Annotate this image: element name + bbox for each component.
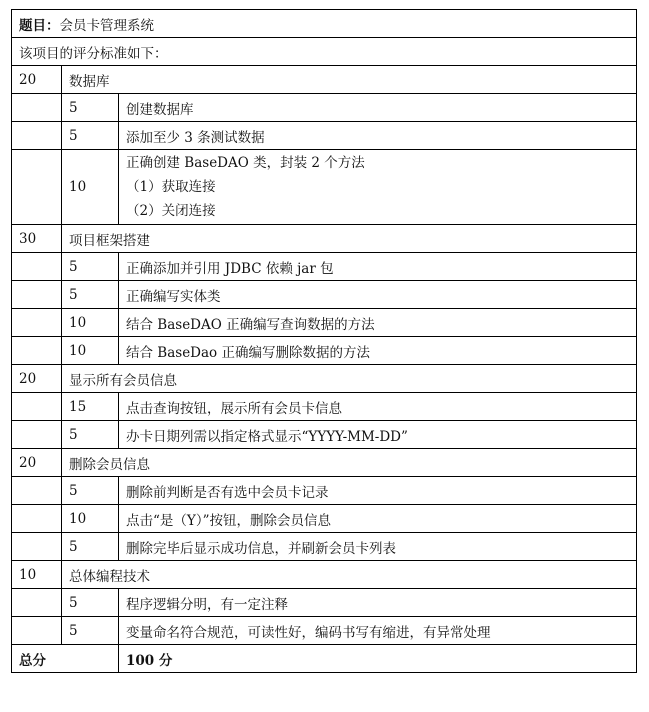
criterion-description [119, 617, 637, 645]
subtitle-row [12, 38, 637, 66]
criterion-line: 变量命名符合规范，可读性好，编码书写有缩进，有异常处理 [126, 624, 491, 641]
criterion-spacer [12, 253, 62, 281]
criterion-line: （1）获取连接 [126, 179, 216, 195]
criterion-spacer [12, 393, 62, 421]
criterion-line: 程序逻辑分明，有一定注释 [126, 596, 288, 613]
criterion-spacer [12, 309, 62, 337]
criterion-row [12, 150, 637, 225]
criterion-line: 添加至少 3 条测试数据 [126, 129, 265, 146]
criterion-description [119, 477, 637, 505]
section-score: 30 [12, 225, 62, 253]
criterion-description [119, 505, 637, 533]
section-row [12, 561, 637, 589]
criterion-line: 点击查询按钮，展示所有会员卡信息 [126, 400, 342, 417]
grading-table-footer [12, 645, 637, 673]
section-name: 总体编程技术 [62, 561, 637, 589]
total-label: 总分 [12, 645, 119, 673]
section-row [12, 449, 637, 477]
criterion-row [12, 253, 637, 281]
criterion-line: 办卡日期列需以指定格式显示“YYYY-MM-DD” [126, 428, 408, 445]
criterion-row [12, 505, 637, 533]
criterion-description [119, 150, 637, 225]
title-label: 题目： [19, 17, 60, 34]
criterion-spacer [12, 589, 62, 617]
criterion-score: 10 [62, 505, 119, 533]
criterion-score: 5 [62, 477, 119, 505]
criterion-description [119, 393, 637, 421]
criterion-row [12, 617, 637, 645]
section-score: 20 [12, 449, 62, 477]
criterion-spacer [12, 477, 62, 505]
criterion-spacer [12, 533, 62, 561]
criterion-description [119, 94, 637, 122]
criterion-score: 10 [62, 150, 119, 225]
criterion-row [12, 421, 637, 449]
criterion-description [119, 589, 637, 617]
grading-table [11, 9, 637, 673]
criterion-row [12, 477, 637, 505]
section-row [12, 365, 637, 393]
section-row [12, 225, 637, 253]
criterion-line: 正确编写实体类 [126, 288, 221, 305]
total-row [12, 645, 637, 673]
criterion-row [12, 533, 637, 561]
criterion-spacer [12, 505, 62, 533]
criterion-spacer [12, 94, 62, 122]
criterion-score: 5 [62, 589, 119, 617]
criterion-line: 删除前判断是否有选中会员卡记录 [126, 484, 329, 501]
total-value: 100 分 [119, 645, 637, 673]
criterion-spacer [12, 122, 62, 150]
criterion-spacer [12, 617, 62, 645]
section-score: 20 [12, 66, 62, 94]
criterion-spacer [12, 337, 62, 365]
criterion-description [119, 421, 637, 449]
criterion-spacer [12, 150, 62, 225]
criterion-score: 5 [62, 421, 119, 449]
section-score: 10 [12, 561, 62, 589]
criterion-description [119, 122, 637, 150]
section-name: 项目框架搭建 [62, 225, 637, 253]
criterion-row [12, 281, 637, 309]
section-score: 20 [12, 365, 62, 393]
criterion-row [12, 393, 637, 421]
criterion-description [119, 533, 637, 561]
criterion-spacer [12, 281, 62, 309]
grading-sheet [11, 9, 637, 673]
criterion-spacer [12, 421, 62, 449]
grading-table-body [12, 10, 637, 645]
criterion-score: 5 [62, 533, 119, 561]
criterion-score: 5 [62, 94, 119, 122]
criterion-description [119, 309, 637, 337]
criterion-row [12, 122, 637, 150]
section-name: 显示所有会员信息 [62, 365, 637, 393]
criterion-line: 删除完毕后显示成功信息，并刷新会员卡列表 [126, 540, 396, 557]
criterion-description [119, 337, 637, 365]
title-text: 会员卡管理系统 [59, 17, 154, 34]
criterion-line: 结合 BaseDAO 正确编写查询数据的方法 [126, 316, 375, 333]
title-row [12, 10, 637, 38]
section-name: 删除会员信息 [62, 449, 637, 477]
criterion-score: 5 [62, 281, 119, 309]
title-cell [12, 10, 637, 38]
criterion-line: （2）关闭连接 [126, 203, 216, 219]
criterion-score: 5 [62, 253, 119, 281]
criterion-row [12, 309, 637, 337]
criterion-row [12, 94, 637, 122]
criterion-row [12, 589, 637, 617]
criterion-row [12, 337, 637, 365]
criterion-line: 点击“是（Y）”按钮，删除会员信息 [126, 512, 331, 529]
section-name: 数据库 [62, 66, 637, 94]
criterion-score: 10 [62, 309, 119, 337]
subtitle-cell: 该项目的评分标准如下： [12, 38, 637, 66]
criterion-line: 结合 BaseDao 正确编写删除数据的方法 [126, 344, 370, 361]
criterion-description [119, 281, 637, 309]
criterion-score: 15 [62, 393, 119, 421]
section-row [12, 66, 637, 94]
criterion-score: 10 [62, 337, 119, 365]
criterion-line: 正确添加并引用 JDBC 依赖 jar 包 [126, 260, 334, 277]
criterion-score: 5 [62, 617, 119, 645]
criterion-description [119, 253, 637, 281]
criterion-line: 正确创建 BaseDAO 类，封装 2 个方法 [126, 155, 365, 171]
criterion-line: 创建数据库 [126, 101, 194, 118]
criterion-score: 5 [62, 122, 119, 150]
